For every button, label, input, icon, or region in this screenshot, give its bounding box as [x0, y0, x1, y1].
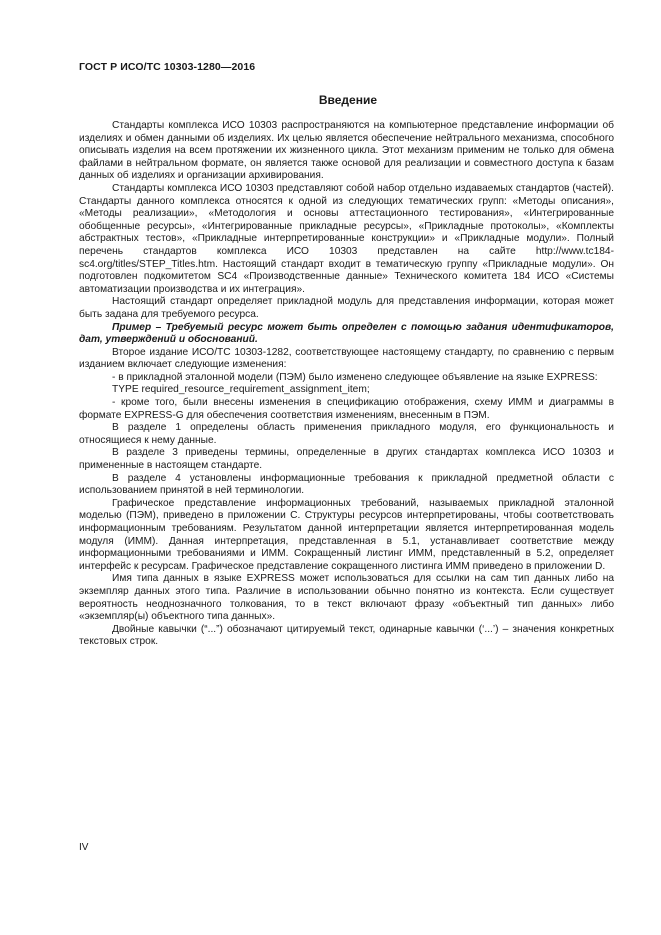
paragraph: - в прикладной эталонной модели (ПЭМ) было изменено следующее объявление на языке EXPRESS:: [112, 371, 598, 383]
example-note: [79, 322, 614, 347]
example-label: Пример: [112, 321, 152, 333]
paragraph: В разделе 1 определены область применения прикладного модуля, его функциональность и относящиеся к нему данные.: [79, 422, 614, 446]
document-body: [79, 120, 614, 649]
paragraph: - кроме того, были внесены изменения в спецификацию отображения, схему ИММ и диаграммы в формате EXPRESS-G для обеспечения соответствия изменениям, внесенным в ПЭМ.: [79, 397, 614, 421]
paragraph: Настоящий стандарт определяет прикладной модуль для представления информации, которая может быть задана для требуемого ресурса.: [79, 296, 614, 320]
code-line: TYPE required_resource_requirement_assignment_item;: [112, 384, 370, 396]
paragraph: В разделе 3 приведены термины, определенные в других стандартах комплекса ИСО 10303 и примененные в настоящем стандарте.: [79, 447, 614, 472]
paragraph: Стандарты комплекса ИСО 10303 представляют собой набор отдельно издаваемых стандартов (частей). Стандарты данного комплекса относятся к одной из следующих тематических групп: «Методы описания», «Методы реализации», «Методология и основы аттестационного тестирования», «Интегрированные обобщенные ресурсы», «Интегрированные прикладные ресурсы», «Прикладные протоколы», «Комплекты абстрактных тестов», «Прикладные интерпретированные конструкции» и «Прикладные модули». Полный перечень стандартов комплекса ИСО 10303 представлен на сайте http://www.tc184-sc4.org/titles/STEP_Titles.htm. Настоящий стандарт входит в тематическую группу «Прикладные модули». Он подготовлен подкомитетом SC4 «Производственные данные» Технического комитета 184 ИСО «Системы автоматизации производства и их интеграция».: [79, 182, 614, 295]
page-number: IV: [79, 842, 89, 853]
paragraph: Стандарты комплекса ИСО 10303 распространяются на компьютерное представление информации об изделиях и обмен данными об изделиях. Их целью является обеспечение нейтрального механизма, способного описывать изделия на всем протяжении их жизненного цикла. Этот механизм применим не только для обмена файлами в нейтральном формате, он является также основой для реализации и совместного доступа к базам данных об изделиях и организации архивирования.: [79, 120, 614, 182]
section-title: Введение: [318, 93, 377, 107]
paragraph: Двойные кавычки (“...”) обозначают цитируемый текст, одинарные кавычки (‘...’) – значения конкретных текстовых строк.: [79, 623, 614, 648]
paragraph: Имя типа данных в языке EXPRESS может использоваться для ссылки на сам тип данных либо на экземпляр данных этого типа. Различие в использовании обычно понятно из контекста. Если существует вероятность неоднозначного толкования, то в текст включают фразу «объектный тип данных» либо «экземпляр(ы) объектного типа данных».: [79, 573, 614, 623]
document-header: ГОСТ Р ИСО/ТС 10303-1280—2016: [79, 61, 256, 73]
paragraph: Второе издание ИСО/ТС 10303-1282, соответствующее настоящему стандарту, по сравнению с первым изданием включает следующие изменения:: [79, 346, 614, 371]
paragraph: Графическое представление информационных требований, называемых прикладной эталонной моделью (ПЭМ), приведено в приложении С. Структуры ресурсов интерпретированы, чтобы соответствовать информационным требованиям. Результатом данной интерпретации является интерпретированная модель модуля (ИММ). Данная интерпретация, представленная в 5.1, устанавливает соответствие между информационными требованиями и ИММ. Сокращенный листинг ИММ, представленный в 5.2, определяет интерфейс к ресурсам. Графическое представление сокращенного листинга ИММ приведено в приложении D.: [79, 497, 614, 572]
paragraph: В разделе 4 установлены информационные требования к прикладной предметной области с использованием принятой в ней терминологии.: [79, 472, 614, 497]
example-text: – Требуемый ресурс может быть определен с помощью задания идентификаторов, дат, утверждений и обоснований.: [79, 321, 614, 346]
